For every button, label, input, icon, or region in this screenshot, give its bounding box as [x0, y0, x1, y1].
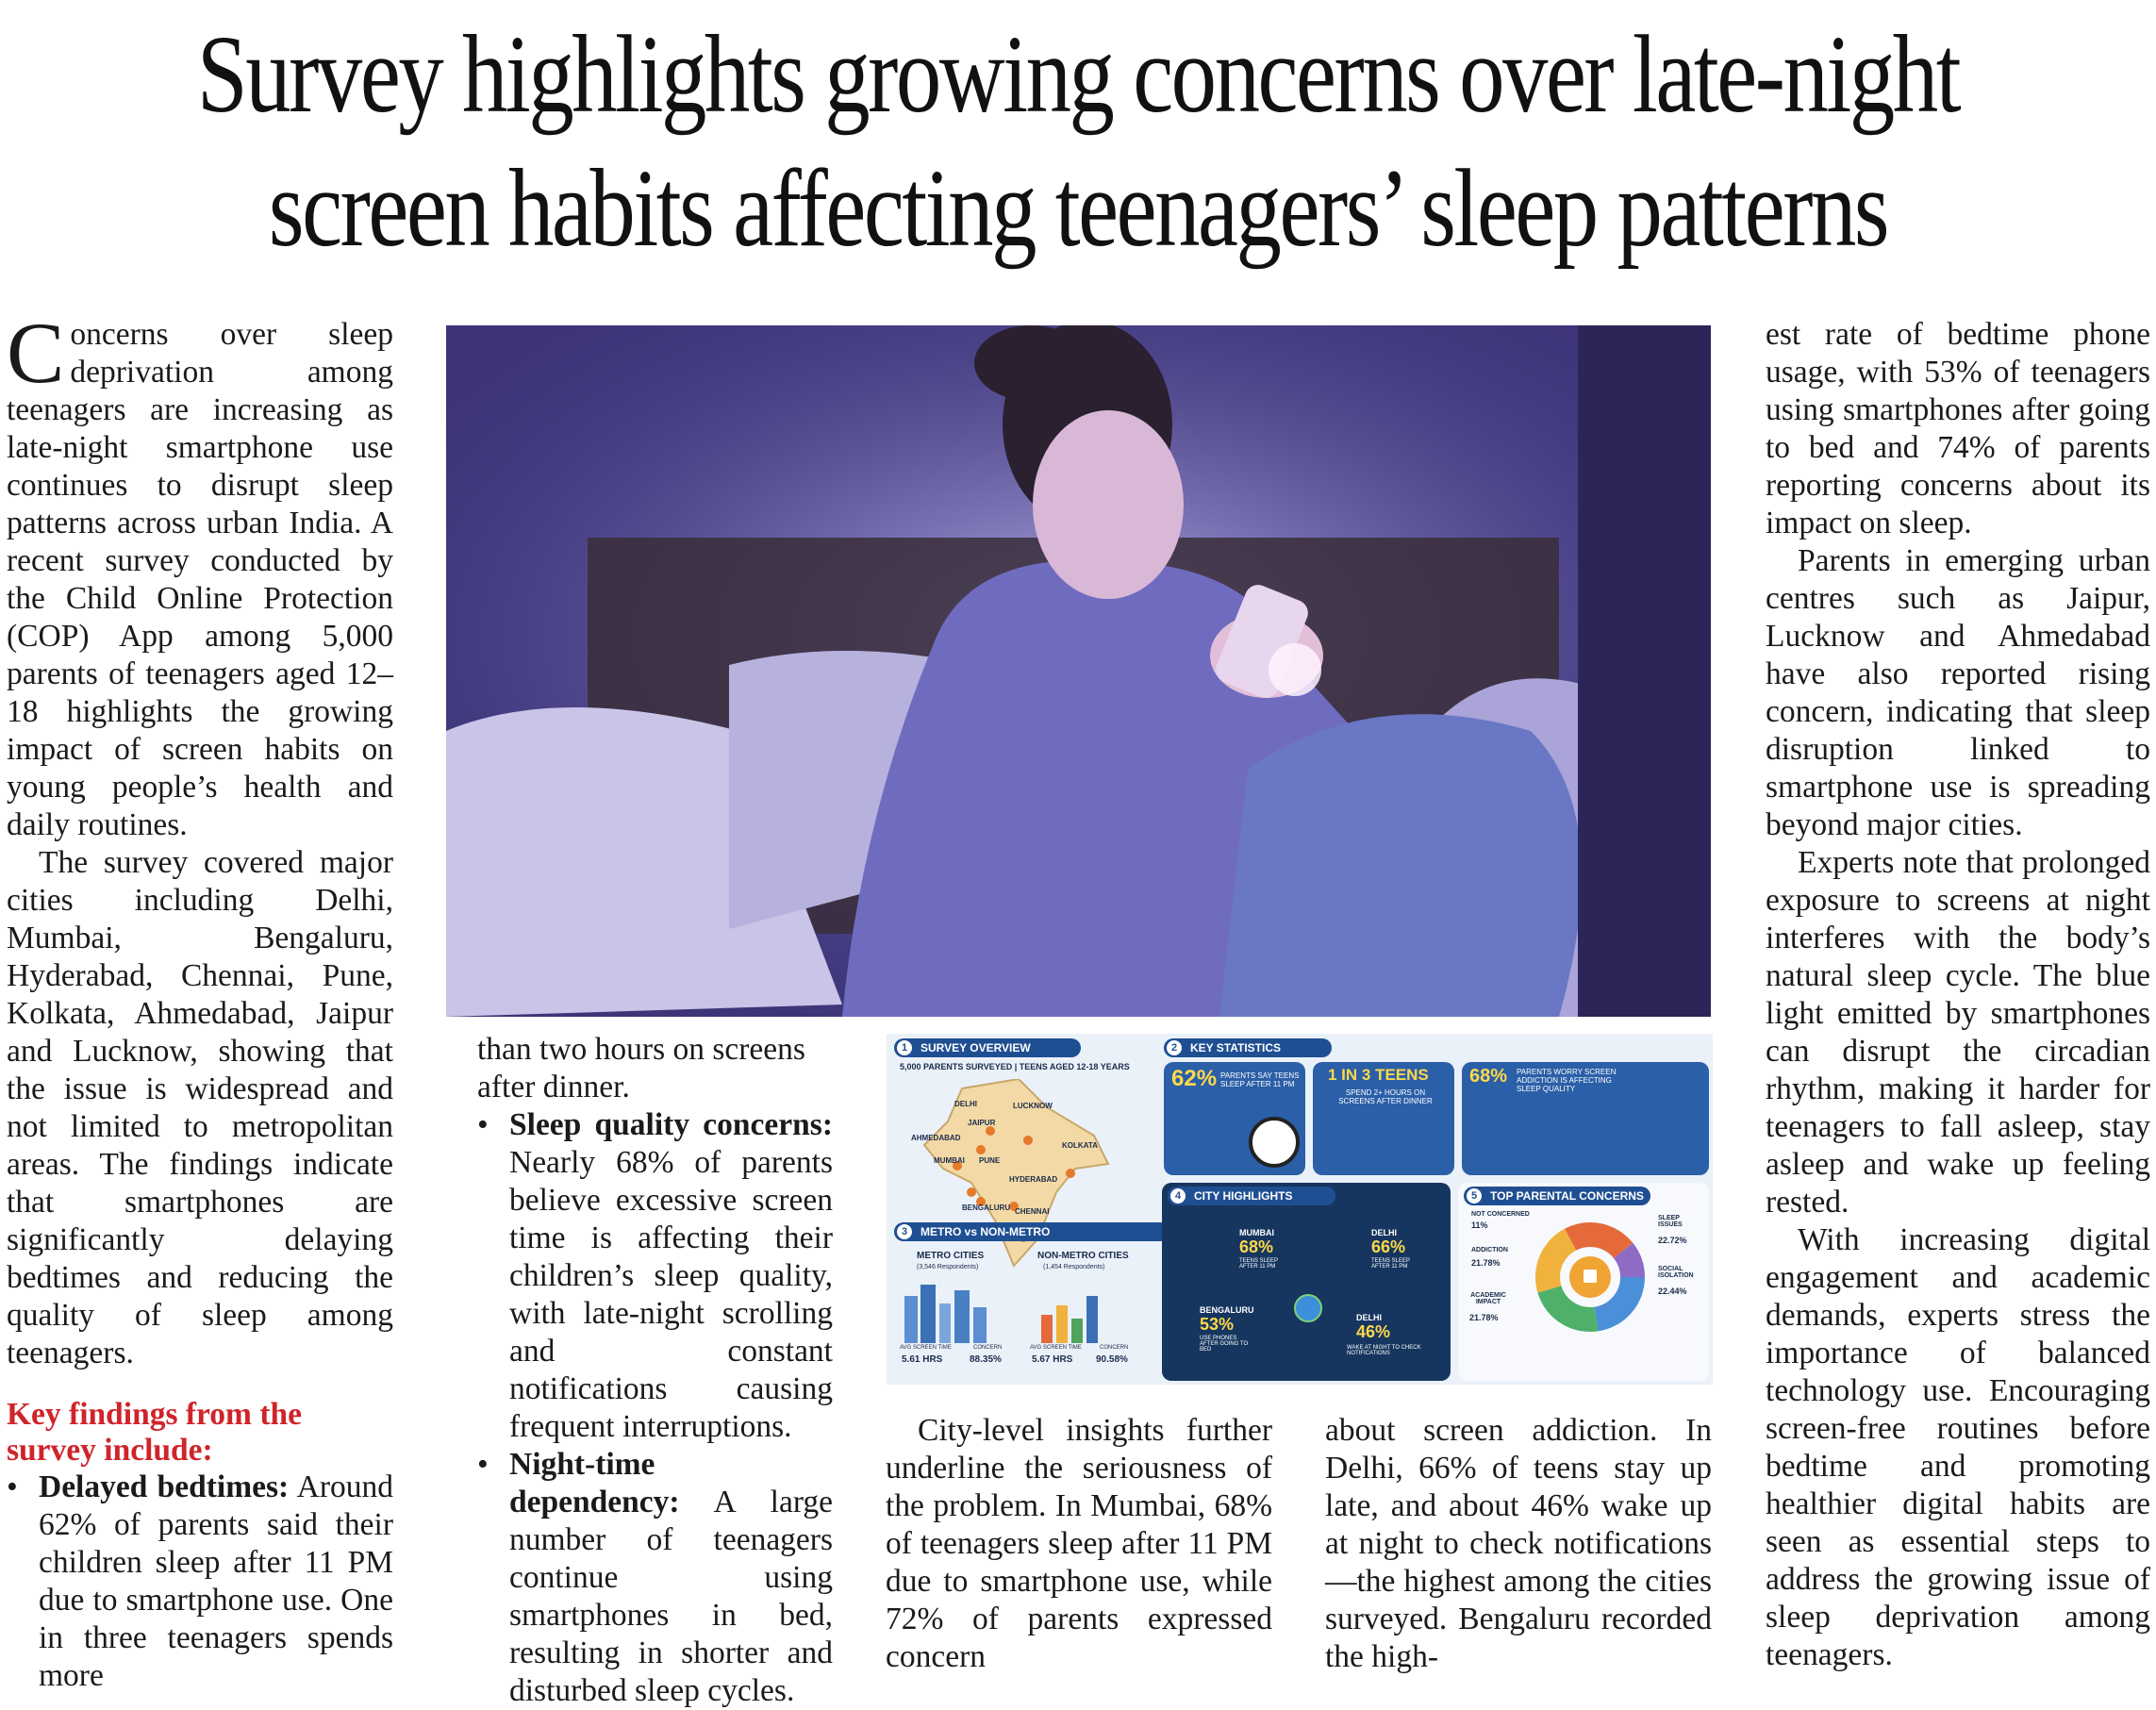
- city-delhi-pct: 66%: [1371, 1237, 1406, 1256]
- paragraph-balanced-use: With increasing digital engagement and academic demands, experts stress the importance of balanced technology use. Encouraging screen-free routines before bedtime and promoting healthier digital habits are seen as essential steps to address the growing issue of sleep deprivation among teenagers.: [1766, 1222, 2150, 1672]
- section-city-highlights: [1162, 1183, 1451, 1381]
- map-label-kolkata: KOLKATA: [1062, 1141, 1098, 1150]
- city-delhi-wake-text: WAKE AT NIGHT TO CHECK NOTIFICATIONS: [1347, 1345, 1421, 1356]
- stat-62-text: PARENTS SAY TEENS SLEEP AFTER 11 PM: [1220, 1071, 1300, 1088]
- city-delhi-text: TEENS SLEEP AFTER 11 PM: [1371, 1258, 1410, 1270]
- city-delhi-label: DELHI: [1371, 1228, 1397, 1237]
- lock-icon: [1584, 1270, 1597, 1283]
- nonmetro-avg-label: AVG SCREEN TIME: [1030, 1345, 1082, 1351]
- section-parental-concerns: [1458, 1183, 1709, 1381]
- metro-cities-title: METRO CITIES: [917, 1251, 985, 1261]
- nonmetro-concern-value: 90.58%: [1096, 1354, 1128, 1365]
- concern-social-label: SOCIAL ISOLATION: [1658, 1266, 1694, 1279]
- stat-card-1-in-3: [1313, 1062, 1454, 1175]
- survey-infographic: [887, 1034, 1713, 1385]
- stat-1in3-text: SPEND 2+ HOURS ON SCREENS AFTER DINNER: [1338, 1088, 1433, 1105]
- paragraph-city-insights: City-level insights further underline the seriousness of the problem. In Mumbai, 68% of teenagers sleep after 11 PM due to smartphone use, while 72% of parents expressed concern: [886, 1413, 1272, 1674]
- map-label-pune: PUNE: [979, 1156, 1001, 1165]
- stat-68-text: PARENTS WORRY SCREEN ADDICTION IS AFFECTING SLEEP QUALITY: [1517, 1068, 1617, 1093]
- findings-list-continued: [477, 1106, 833, 1710]
- column-2: [477, 1031, 833, 1710]
- column-1: [7, 305, 393, 1695]
- non-metro-sub: (1,454 Respondents): [1043, 1264, 1105, 1270]
- map-label-delhi: DELHI: [954, 1100, 977, 1108]
- headline-line-1: Survey highlights growing concerns over late-night: [196, 12, 1960, 136]
- map-label-bengaluru: BENGALURU: [962, 1204, 1011, 1212]
- findings-list: [7, 1469, 393, 1695]
- map-label-mumbai: MUMBAI: [934, 1156, 965, 1165]
- concern-not-concerned-label: NOT CONCERNED: [1471, 1211, 1530, 1218]
- map-label-ahmedabad: AHMEDABAD: [911, 1134, 961, 1142]
- stat-card-68: [1462, 1062, 1709, 1175]
- paragraph-city-insights-continued: about screen addiction. In Delhi, 66% of teens stay up late, and about 46% wake up at night to check notifications—the highest among the cities surveyed. Bengaluru recorded the high-: [1325, 1413, 1712, 1674]
- column-5: [1766, 316, 2150, 1674]
- section-metro-header: 3 METRO vs NON-METRO: [894, 1222, 1169, 1241]
- city-bengaluru-text: USE PHONES AFTER GOING TO BED: [1200, 1336, 1249, 1353]
- stat-card-62: [1164, 1062, 1305, 1175]
- map-label-hyderabad: HYDERABAD: [1009, 1175, 1058, 1184]
- non-metro-title: NON-METRO CITIES: [1037, 1251, 1129, 1261]
- metro-avg-label: AVG SCREEN TIME: [900, 1345, 952, 1351]
- teen-in-bed-photo: [446, 325, 1711, 1017]
- concern-addiction-value: 21.78%: [1471, 1258, 1501, 1268]
- stat-62-value: 62%: [1171, 1066, 1218, 1091]
- nonmetro-avg-value: 5.67 HRS: [1032, 1354, 1073, 1365]
- finding-night-time-dependency: • Night-time dependency: A large number of teenagers continue using smartphones in bed, resulting in shorter and disturbed sleep cycles.: [477, 1446, 833, 1710]
- concern-academic-value: 21.78%: [1469, 1313, 1499, 1322]
- finding-delayed-bedtimes: • Delayed bedtimes: Around 62% of parents said their children sleep after 11 PM due to smartphone use. One in three teenagers spends more: [7, 1469, 393, 1695]
- section-key-statistics-header: 2 KEY STATISTICS: [1164, 1038, 1332, 1057]
- concern-sleep-value: 22.72%: [1658, 1236, 1687, 1245]
- city-bengaluru-pct: 53%: [1200, 1315, 1235, 1334]
- paragraph-experts-note: Experts note that prolonged exposure to screens at night interferes with the body’s natural sleep cycle. The blue light emitted by smartphones can disrupt the circadian rhythm, making it harder for teenagers to fall asleep, stay asleep and wake up feeling rested.: [1766, 845, 2150, 1220]
- metro-concern-value: 88.35%: [970, 1354, 1002, 1365]
- concern-addiction-label: ADDICTION: [1471, 1247, 1508, 1253]
- stat-1in3-value: 1 IN 3 TEENS: [1328, 1066, 1429, 1084]
- concern-not-concerned-value: 11%: [1471, 1220, 1488, 1230]
- key-findings-subhead: Key findings from the survey include:: [7, 1397, 302, 1468]
- metro-cities-sub: (3,546 Respondents): [917, 1264, 979, 1270]
- finding-sleep-quality: • Sleep quality concerns: Nearly 68% of parents believe excessive screen time is affecting their children’s sleep quality, with late-night scrolling and constant notifications causing frequent interruptions.: [477, 1106, 833, 1446]
- photo-illustration: [446, 325, 1711, 1017]
- city-mumbai-label: MUMBAI: [1239, 1228, 1274, 1237]
- paragraph-col2: than two hours on screens after dinner.: [477, 1032, 805, 1104]
- map-label-jaipur: JAIPUR: [968, 1119, 996, 1127]
- survey-overview-subtitle: 5,000 PARENTS SURVEYED | TEENS AGED 12-18 YEARS: [900, 1062, 1130, 1071]
- globe-icon: [1294, 1294, 1322, 1322]
- concern-social-value: 22.44%: [1658, 1287, 1687, 1296]
- paragraph-2: The survey covered major cities including Delhi, Mumbai, Bengaluru, Hyderabad, Chennai, Pune, Kolkata, Ahmedabad, Jaipur and Lucknow, showing that the issue is widespread and not limited to metropolitan areas. The findings indicate that smartphones are significantly delaying bedtimes and reducing the quality of sleep among teenagers.: [7, 845, 393, 1370]
- headline-line-2: screen habits affecting teenagers’ sleep patterns: [268, 146, 1888, 270]
- headline: [194, 8, 1963, 275]
- concern-academic-label: ACADEMIC IMPACT: [1470, 1292, 1506, 1305]
- city-delhi-wake-label: DELHI: [1356, 1313, 1382, 1322]
- paragraph-emerging-centres: Parents in emerging urban centres such as Jaipur, Lucknow and Ahmedabad have also reported rising concern, indicating that sleep disruption linked to smartphone use is spreading beyond major cities.: [1766, 543, 2150, 842]
- map-label-chennai: CHENNAI: [1015, 1207, 1050, 1216]
- section-survey-overview-header: 1 SURVEY OVERVIEW: [894, 1038, 1081, 1057]
- city-mumbai-pct: 68%: [1239, 1237, 1274, 1256]
- skyline-illustration: [900, 1277, 1143, 1343]
- map-label-lucknow: LUCKNOW: [1013, 1102, 1053, 1110]
- paragraph-bengaluru-continued: est rate of bedtime phone usage, with 53% of teenagers using smartphones after going to bed and 74% of parents reporting concerns about its impact on sleep.: [1766, 317, 2150, 540]
- stat-68-value: 68%: [1469, 1066, 1508, 1087]
- nonmetro-concern-label: CONCERN: [1100, 1345, 1129, 1351]
- parental-concerns-header: 5 TOP PARENTAL CONCERNS: [1464, 1187, 1650, 1205]
- drop-cap: C: [7, 305, 65, 401]
- paragraph-1: Concerns over sleep deprivation among teenagers are increasing as late-night smartphone use continues to disrupt sleep patterns across urban India. A recent survey conducted by the Child Online Protection (COP) App among 5,000 parents of teenagers aged 12–18 highlights the growing impact of screen habits on young people’s health and daily routines.: [7, 305, 393, 842]
- city-mumbai-text: TEENS SLEEP AFTER 11 PM: [1239, 1258, 1278, 1270]
- column-4: [1325, 1412, 1712, 1676]
- column-3: [886, 1412, 1272, 1676]
- clock-icon: [1249, 1117, 1300, 1168]
- city-highlights-header: 4 CITY HIGHLIGHTS: [1168, 1187, 1335, 1205]
- concern-sleep-label: SLEEP ISSUES: [1658, 1215, 1683, 1228]
- city-bengaluru-label: BENGALURU: [1200, 1305, 1254, 1315]
- metro-concern-label: CONCERN: [973, 1345, 1003, 1351]
- metro-avg-value: 5.61 HRS: [902, 1354, 943, 1365]
- city-delhi-wake-pct: 46%: [1356, 1322, 1391, 1341]
